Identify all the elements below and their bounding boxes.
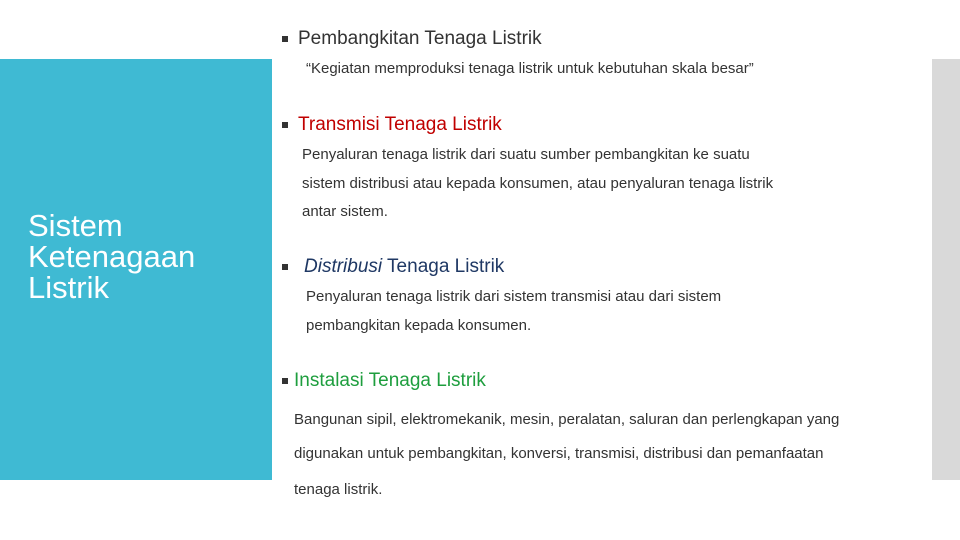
side-title: Sistem Ketenagaan Listrik xyxy=(28,208,196,305)
square-bullet-icon xyxy=(282,36,288,42)
bullet-distribusi xyxy=(282,256,504,278)
heading-instalasi: Instalasi Tenaga Listrik xyxy=(294,370,486,391)
heading-distribusi-rest: Tenaga Listrik xyxy=(382,256,505,277)
heading-pembangkitan: Pembangkitan Tenaga Listrik xyxy=(298,28,542,49)
bullet-pembangkitan xyxy=(282,28,542,50)
desc-transmisi-line-3: antar sistem. xyxy=(302,203,388,220)
desc-distribusi-line-1: Penyaluran tenaga listrik dari sistem transmisi atau dari sistem xyxy=(306,288,722,305)
square-bullet-icon xyxy=(282,122,288,128)
desc-instalasi-line-2: digunakan untuk pembangkitan, konversi, transmisi, distribusi dan pemanfaatan xyxy=(294,445,824,462)
square-bullet-icon xyxy=(282,264,288,270)
desc-pembangkitan-line-1: “Kegiatan memproduksi tenaga listrik untuk kebutuhan skala besar” xyxy=(306,60,754,77)
right-gray-strip xyxy=(932,59,960,480)
bullet-transmisi xyxy=(282,114,502,136)
desc-distribusi-line-2: pembangkitan kepada konsumen. xyxy=(306,317,532,334)
bullet-instalasi xyxy=(282,370,486,392)
desc-instalasi-line-3: tenaga listrik. xyxy=(294,481,383,498)
desc-instalasi-line-1: Bangunan sipil, elektromekanik, mesin, peralatan, saluran dan perlengkapan yang xyxy=(294,411,840,428)
heading-distribusi-italic: Distribusi xyxy=(304,256,383,277)
desc-transmisi-line-1: Penyaluran tenaga listrik dari suatu sumber pembangkitan ke suatu xyxy=(302,146,750,163)
square-bullet-icon xyxy=(282,378,288,384)
desc-transmisi-line-2: sistem distribusi atau kepada konsumen, atau penyaluran tenaga listrik xyxy=(302,175,774,192)
heading-transmisi: Transmisi Tenaga Listrik xyxy=(298,114,502,135)
